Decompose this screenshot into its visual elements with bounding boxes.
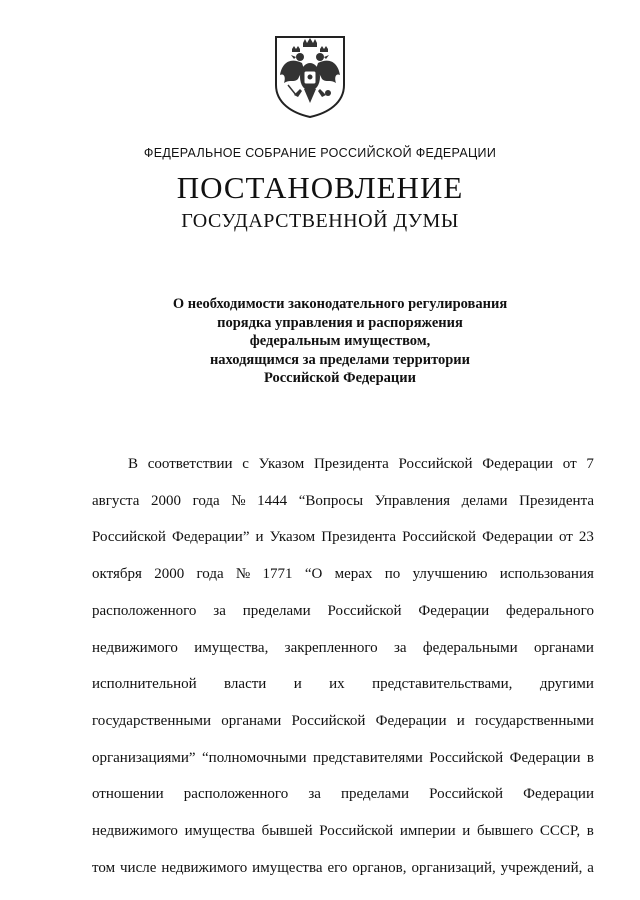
body-word: другими (539, 676, 594, 693)
body-word: от (562, 456, 577, 472)
body-word: его (327, 859, 348, 876)
body-word: Российской (291, 712, 366, 729)
body-line (92, 813, 594, 850)
body-word: мерах (334, 566, 373, 583)
body-word: Российской (402, 529, 477, 546)
body-line (92, 593, 594, 630)
body-word: года (192, 492, 220, 509)
body-line (92, 556, 594, 593)
body-word: учреждений, (500, 859, 583, 876)
body-word: а (587, 859, 594, 876)
document-title (0, 295, 640, 388)
body-word: числе (120, 859, 157, 876)
body-word: империи (399, 823, 456, 840)
body-word: органами (221, 712, 282, 729)
body-word: делами (461, 492, 508, 509)
body-word: Указом (258, 456, 305, 472)
title-line: Российской Федерации (263, 370, 416, 386)
body-word: имущества, (194, 639, 269, 656)
body-word: за (394, 639, 407, 656)
body-word: органов, (352, 859, 407, 876)
body-line (92, 630, 594, 667)
body-word: недвижимого (92, 639, 178, 656)
body-word: Федерации (509, 749, 581, 766)
body-word: недвижимого (92, 823, 178, 840)
body-word: Федерации” (171, 529, 250, 546)
body-word: исполнительной (92, 676, 197, 693)
russian-coat-of-arms-icon (272, 33, 348, 119)
body-word: в (586, 823, 594, 840)
body-word: пределами (242, 602, 311, 619)
body-word: имущества (252, 859, 323, 876)
body-line (92, 740, 594, 777)
body-word: представительствами, (372, 676, 513, 693)
body-word: пределами (341, 786, 409, 803)
body-word: бывшей (261, 823, 313, 840)
body-word: 23 (578, 529, 594, 546)
body-word: органами (533, 639, 594, 656)
body-word: Российской (92, 529, 166, 546)
body-word: представителями (312, 749, 423, 766)
body-word: № (231, 492, 246, 509)
body-word: государственными (92, 712, 211, 729)
body-word: за (213, 602, 226, 619)
body-line (92, 703, 594, 740)
title-line: О необходимости законодательного регулирования (172, 296, 508, 312)
document-type: ПОСТАНОВЛЕНИЕ (176, 170, 464, 205)
body-word: Федерации (418, 602, 490, 619)
body-word: 2000 (154, 566, 185, 583)
body-word: улучшению (412, 566, 488, 583)
body-word: организациями” (92, 749, 196, 766)
title-line: порядка управления и распоряжения (217, 314, 463, 331)
body-word: федеральными (422, 639, 518, 656)
document-body (92, 446, 594, 886)
body-word: “полномочными (202, 749, 307, 766)
body-word: Российской (429, 786, 504, 803)
body-line (92, 483, 594, 520)
body-line (92, 446, 594, 483)
body-word: Федерации (482, 456, 554, 472)
body-line (92, 666, 594, 703)
body-word: Федерации (523, 786, 594, 803)
body-word: закрепленного (284, 639, 378, 656)
issuer-name: ГОСУДАРСТВЕННОЙ ДУМЫ (181, 210, 459, 232)
body-word: расположенного (92, 602, 197, 619)
body-word: и (255, 529, 264, 546)
body-word: № (235, 566, 251, 583)
body-word: по (384, 566, 401, 583)
body-word: августа (92, 492, 140, 509)
body-word: 2000 (151, 492, 182, 509)
body-word: 7 (586, 456, 594, 472)
body-word: Президента (313, 456, 389, 472)
body-word: СССР, (539, 823, 581, 840)
body-word: федерального (506, 602, 594, 619)
body-word: года (196, 566, 224, 583)
body-word: “Вопросы (298, 492, 364, 509)
body-word: в (586, 749, 594, 766)
body-word: Указом (269, 529, 316, 546)
body-word: недвижимого (161, 859, 248, 876)
body-word: от (559, 529, 573, 546)
body-line (92, 850, 594, 887)
body-word: Управления (374, 492, 451, 509)
body-word: государственными (474, 712, 594, 729)
body-word: Федерации (482, 529, 553, 546)
organization-name: ФЕДЕРАЛЬНОЕ СОБРАНИЕ РОССИЙСКОЙ ФЕДЕРАЦИИ (143, 146, 497, 160)
body-word: бывшего (476, 823, 534, 840)
body-word: их (329, 676, 345, 693)
body-word: власти (224, 676, 267, 693)
body-word: за (308, 786, 321, 803)
title-line: находящимся за пределами территории (209, 351, 471, 368)
title-line: федеральным имуществом, (249, 333, 431, 349)
body-word: организаций, (411, 859, 496, 876)
body-word: и (462, 823, 471, 840)
body-word: Российской (398, 456, 473, 472)
body-word: 1771 (262, 566, 293, 583)
body-word: Президента (519, 492, 594, 509)
body-word: соответствии (147, 456, 233, 472)
body-word: 1444 (257, 492, 288, 509)
body-word: имущества (184, 823, 255, 840)
body-word: Федерации (375, 712, 447, 729)
body-word: Российской (429, 749, 504, 766)
body-word: Российской (327, 602, 402, 619)
body-word: с (242, 456, 249, 472)
body-line (92, 519, 594, 556)
body-word: использования (499, 566, 594, 583)
body-word: и (293, 676, 302, 693)
body-word: том (92, 859, 116, 876)
body-word: и (456, 712, 465, 729)
body-word: октября (92, 566, 142, 583)
body-word: “О (304, 566, 323, 583)
body-word: В (128, 456, 139, 472)
body-line (92, 776, 594, 813)
body-word: Президента (321, 529, 397, 546)
body-word: Российской (319, 823, 394, 840)
body-word: отношении (92, 786, 164, 803)
body-word: расположенного (183, 786, 289, 803)
